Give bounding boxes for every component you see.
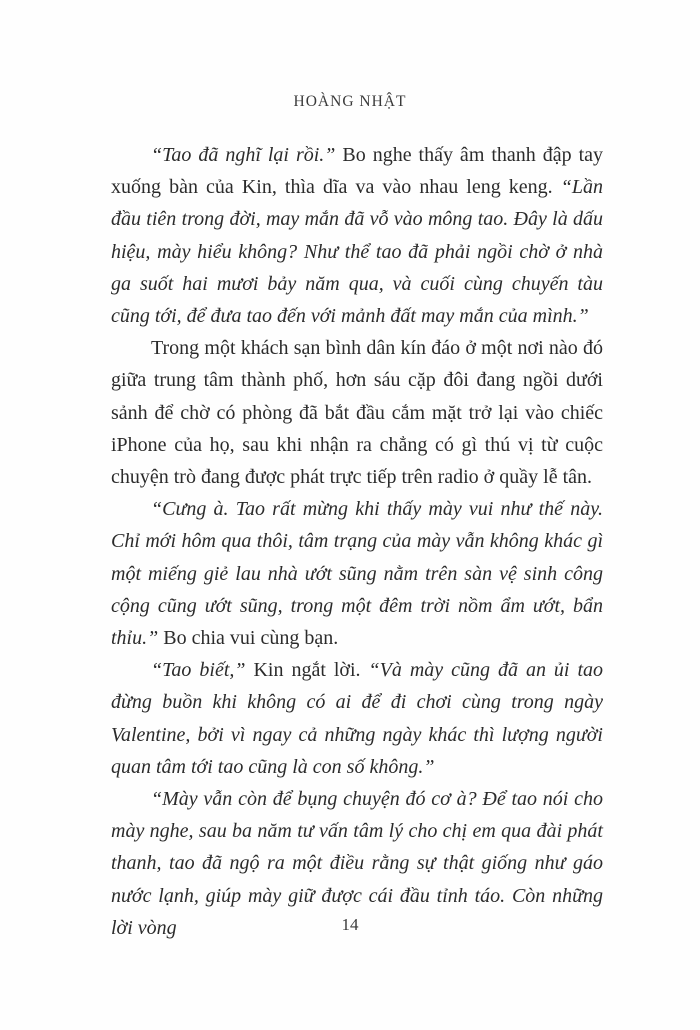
running-header-author: HOÀNG NHẬT [293,93,407,110]
body-text [111,139,603,944]
paragraph-1 [111,139,603,332]
paragraph-1-segment-3: “Lần đầu tiên trong đời, may mắn đã vỗ vào mông tao. Đây là dấu hiệu, mày hiểu không? Như thể tao đã phải ngồi chờ ở nhà ga suốt hai mươi bảy năm qua, và cuối cùng chuyến tàu cũng tới, để đưa tao đến với mảnh đất may mắn của mình.” [111,176,603,328]
paragraph-3 [111,493,603,654]
paragraph-4-segment-3: “Và mày cũng đã an ủi tao đừng buồn khi không có ai để đi chơi cùng trong ngày Valentine, bởi vì ngay cả những ngày khác thì lượng người quan tâm tới tao cũng là con số không.” [111,659,603,778]
paragraph-4-segment-2: Kin ngắt lời. [245,659,369,682]
paragraph-2-segment-1: Trong một khách sạn bình dân kín đáo ở một nơi nào đó giữa trung tâm thành phố, hơn sáu cặp đôi đang ngồi dưới sảnh để chờ có phòng đã bắt đầu cắm mặt trở lại vào chiếc iPhone của họ, sau khi nhận ra chẳng có gì thú vị từ cuộc chuyện trò đang được phát trực tiếp trên radio ở quầy lễ tân. [111,337,603,489]
paragraph-1-segment-2: Bo nghe thấy âm thanh đập tay xuống bàn của Kin, thìa dĩa va vào nhau leng keng. [111,144,604,199]
paragraph-4-segment-1: “Tao biết,” [151,659,246,682]
paragraph-4 [111,654,603,783]
page-number: 14 [341,915,359,934]
paragraph-5-segment-1: “Mày vẫn còn để bụng chuyện đó cơ à? Để tao nói cho mày nghe, sau ba năm tư vấn tâm lý cho chị em qua đài phát thanh, tao đã ngộ ra một điều rằng sự thật giống như gáo nước lạnh, giúp mày giữ được cái đầu tỉnh táo. Còn những lời vòng [111,788,603,939]
paragraph-1-segment-1: “Tao đã nghĩ lại rồi.” [151,144,336,166]
paragraph-3-segment-2: Bo chia vui cùng bạn. [158,627,339,650]
paragraph-2 [111,332,603,493]
paragraph-3-segment-1: “Cưng à. Tao rất mừng khi thấy mày vui như thế này. Chỉ mới hôm qua thôi, tâm trạng của mày vẫn không khác gì một miếng giẻ lau nhà ướt sũng nằm trên sàn vệ sinh công cộng cũng ướt sũng, trong một đêm trời nồm ẩm ướt, bẩn thỉu.” [111,498,603,650]
